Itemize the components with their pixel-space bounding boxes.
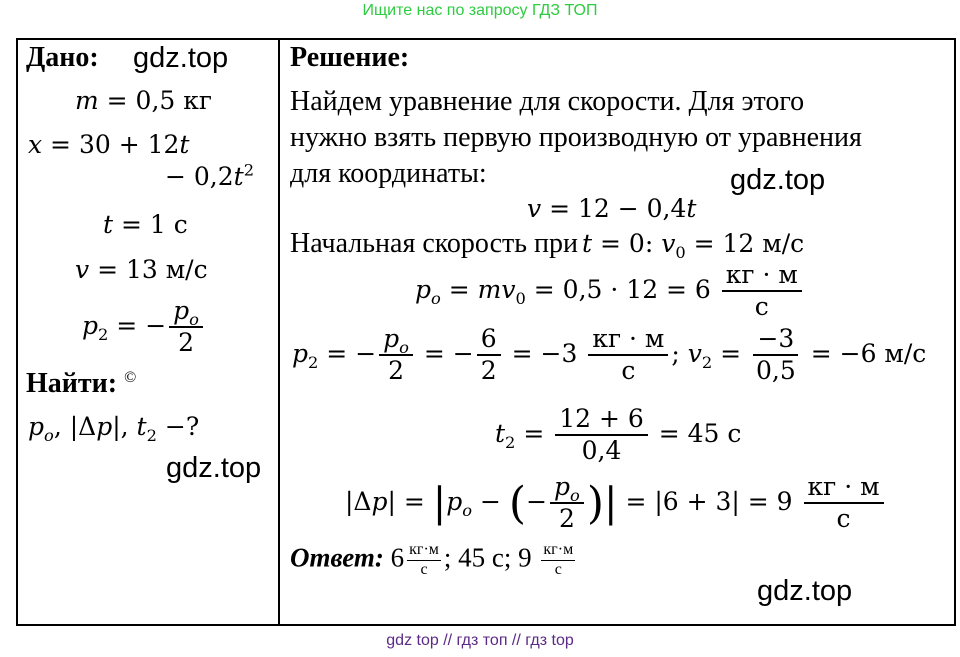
given-coordinate-eq: x = 30 + 12t [28, 130, 190, 159]
initial-velocity-line: Начальная скорость при t = 0: $v_0 = 12$ м/с [290, 228, 805, 262]
solution-label: Решение: [290, 42, 410, 73]
given-time: t = 1 с [103, 210, 188, 239]
find-label: Найти: © [26, 368, 137, 399]
answer-line: Ответ: 6 $\frac{кг\cdot м}{с}$ ; 45 с; 9 $\frac{кг\cdot м}{с}$ [290, 541, 574, 578]
momentum-p2-eq: $p_2$ = − $\frac{p_o}{2}$ = − $\frac{6}{2}$ = −3 $\frac{кг \cdot м}{с}$ ; $v_2$ = $\frac{-3}{0,5}$ = −6 м/с [292, 324, 927, 386]
solution-text-line2: нужно взять первую производную от уравнения [290, 122, 862, 153]
watermark: gdz.top [166, 452, 262, 484]
column-divider [278, 38, 280, 626]
given-p2: $p_2$ = − $\frac{p_o}{2}$ [82, 298, 206, 357]
given-velocity: v = 13 м/с [75, 255, 208, 284]
given-coordinate-eq-cont: − $0,2t^2$ [165, 160, 255, 191]
delta-momentum-eq: $|\Delta p| = |p_o$ − (− $\frac{p_o}{2}$ )| = |6 + 3| = 9 $\frac{кг \cdot м}{с}$ [345, 474, 887, 533]
watermark: gdz.top [133, 42, 229, 74]
site-footer: gdz top // гдз топ // гдз top [386, 632, 574, 649]
site-header: Ищите нас по запросу ГДЗ ТОП [362, 2, 598, 19]
time-t2-eq: $t_2$ = $\frac{12 + 6}{0,4}$ = 45 с [495, 404, 742, 466]
find-values: $p_o$, |Δp|, $t_2$ −? [28, 412, 200, 445]
given-label: Дано: [26, 42, 99, 73]
solution-text-line1: Найдем уравнение для скорости. Для этого [290, 86, 805, 117]
find-mark: © [124, 369, 137, 386]
watermark: gdz.top [730, 164, 826, 196]
given-mass: m = 0,5 кг [75, 86, 212, 115]
solution-text-line3: для координаты: [290, 158, 487, 189]
momentum-initial-eq: $p_o = mv_0 = 0,5 \cdot 12 = 6$ $\frac{кг \cdot м}{с}$ [415, 262, 805, 321]
velocity-equation: v = 12 − 0,4t [527, 194, 697, 223]
watermark: gdz.top [757, 575, 853, 607]
